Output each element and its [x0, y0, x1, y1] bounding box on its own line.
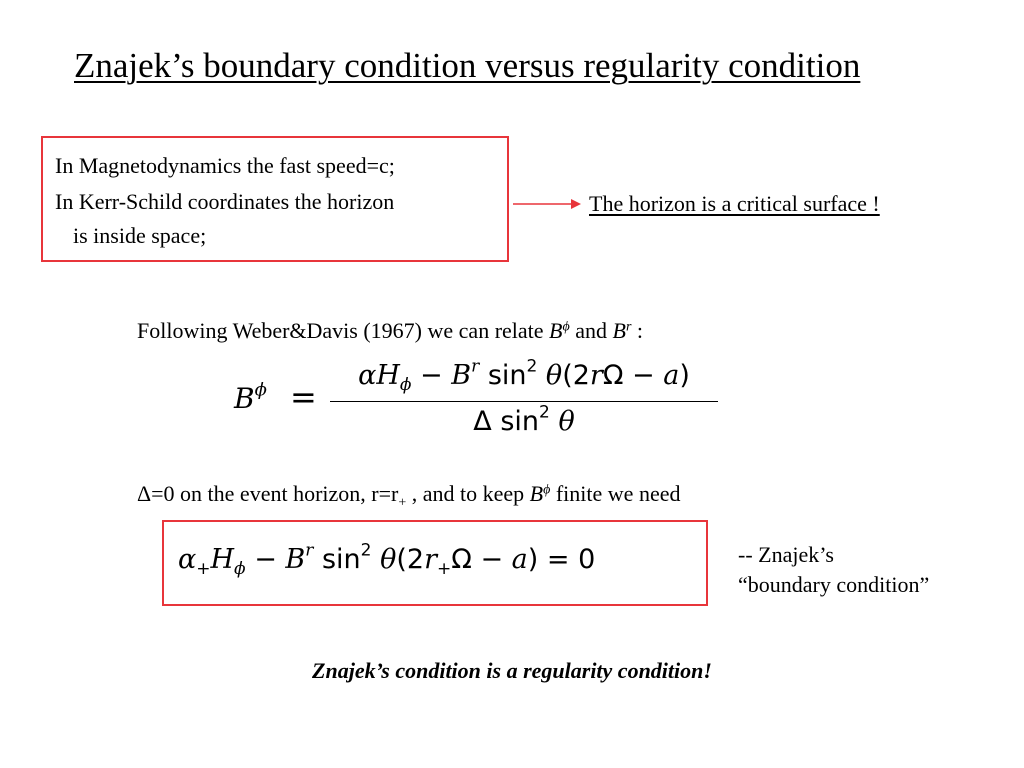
keep-text: , and to keep [411, 481, 525, 506]
plus-subscript: + [398, 495, 407, 511]
and-text: and [575, 318, 608, 343]
fraction-bar [330, 401, 718, 402]
r-superscript: r [625, 319, 632, 335]
premise-line-3: is inside space; [73, 223, 207, 248]
critical-surface-statement: The horizon is a critical surface ! [589, 191, 880, 216]
weber-davis-line [137, 317, 643, 345]
b-symbol-2: B [612, 318, 626, 343]
b-phi-equation [234, 356, 724, 444]
slide-title: Znajek’s boundary condition versus regularity condition [74, 46, 861, 85]
b-symbol-3: B [529, 481, 544, 506]
premise-box [41, 136, 509, 262]
phi-superscript: ϕ [562, 319, 570, 335]
phi-superscript-2: ϕ [543, 482, 551, 498]
conclusion: Znajek’s condition is a regularity condition! [312, 658, 712, 683]
arrow-icon [513, 194, 583, 214]
horizon-condition-line [137, 480, 681, 511]
premise-line-1: In Magnetodynamics the fast speed=c; [55, 153, 395, 178]
equation-lhs: $B^\phi$ [234, 379, 267, 415]
finite-text: finite we need [555, 481, 681, 506]
znajek-label-line-2: “boundary condition” [738, 572, 930, 597]
following-text: Following Weber&Davis (1967) we can relate [137, 318, 544, 343]
equation-denominator: Δ $\sin^2 \theta$ [473, 402, 575, 437]
znajek-condition-box [162, 520, 708, 606]
b-symbol: B [549, 318, 563, 343]
equals-sign: = [290, 378, 317, 416]
znajek-label-line-1: -- Znajek’s [738, 542, 834, 567]
colon-text: : [636, 318, 644, 343]
delta-text: Δ=0 on the event horizon, r=r [137, 481, 399, 506]
premise-line-2: In Kerr-Schild coordinates the horizon [55, 189, 395, 214]
equation-numerator: $\alpha H_\phi - B^r$ $\sin^2 \theta(2r\Omega - a)$ [358, 356, 690, 395]
znajek-label [738, 540, 929, 600]
znajek-equation: $\alpha_+H_\phi - B^r$ $\sin^2 \theta(2r_+\Omega - a) = 0$ [178, 540, 596, 579]
